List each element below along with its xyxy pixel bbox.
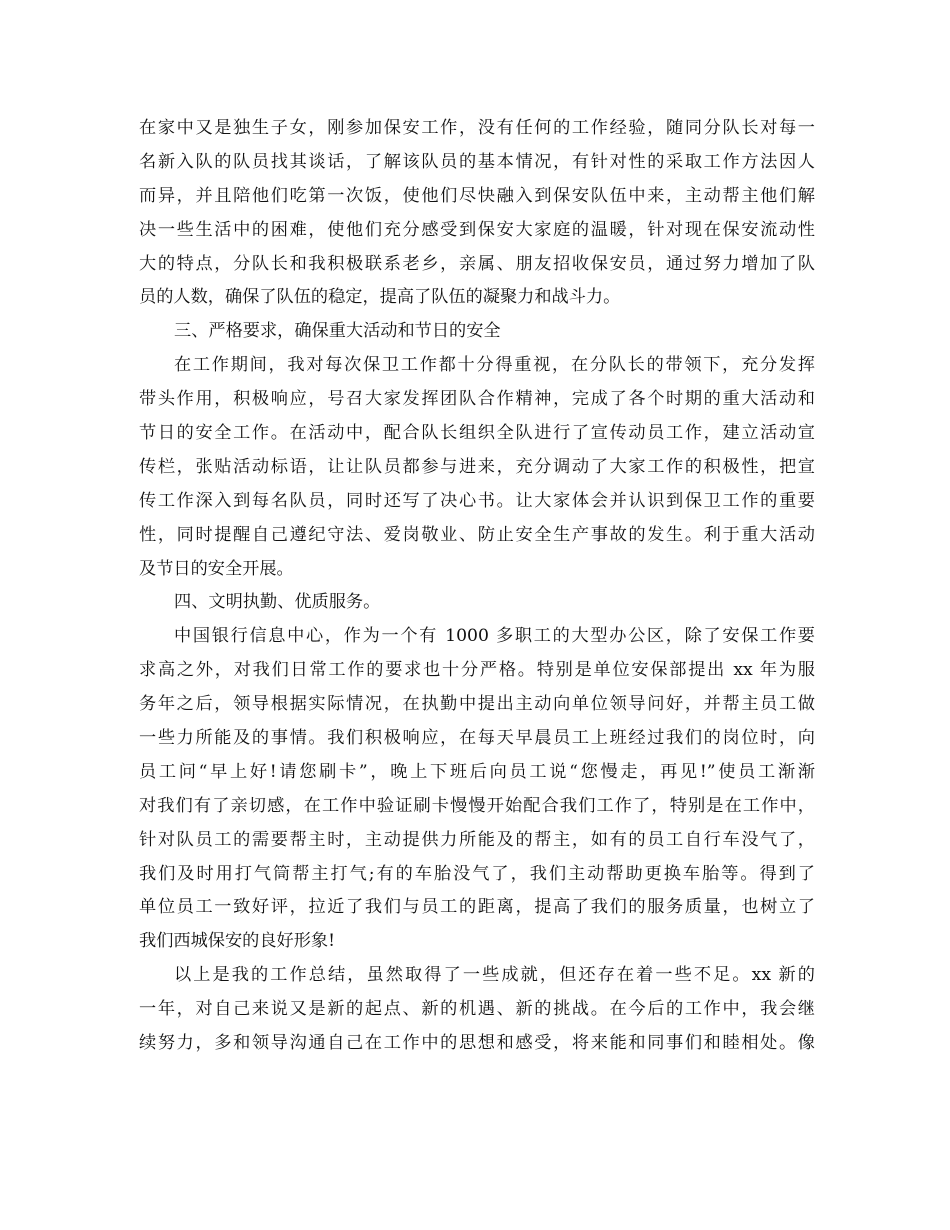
section-heading: 三、严格要求，确保重大活动和节日的安全 [174, 321, 501, 342]
text-line: 及节日的安全开展。 [139, 558, 294, 579]
text-line: 单位员工一致好评，拉近了我们与员工的距离，提高了我们的服务质量，也树立了 [139, 897, 815, 918]
text-line: 续努力，多和领导沟通自己在工作中的思想和感受，将来能和同事们和睦相处。像 [139, 1033, 815, 1054]
text-line: 在工作期间，我对每次保卫工作都十分得重视，在分队长的带领下，充分发挥 [174, 355, 815, 376]
text-line: 大的特点，分队长和我积极联系老乡，亲属、朋友招收保安员，通过努力增加了队 [139, 253, 815, 274]
text-line: 传栏，张贴活动标语，让让队员都参与进来，充分调动了大家工作的积极性，把宣 [139, 456, 815, 477]
text-line: 性，同时提醒自己遵纪守法、爱岗敬业、防止安全生产事故的发生。利于重大活动 [139, 524, 815, 545]
text-line: 我们及时用打气筒帮主打气;有的车胎没气了，我们主动帮助更换车胎等。得到了 [139, 863, 815, 884]
text-line: 节日的安全工作。在活动中，配合队长组织全队进行了宣传动员工作，建立活动宣 [139, 423, 815, 444]
text-line: 中国银行信息中心，作为一个有 1000 多职工的大型办公区，除了安保工作要 [174, 626, 815, 647]
text-line: 在家中又是独生子女，刚参加保安工作，没有任何的工作经验，随同分队长对每一 [139, 118, 815, 138]
text-line: 名新入队的队员找其谈话，了解该队员的基本情况，有针对性的采取工作方法因人 [139, 151, 815, 172]
text-line: 带头作用，积极响应，号召大家发挥团队合作精神，完成了各个时期的重大活动和 [139, 389, 815, 410]
text-line: 对我们有了亲切感，在工作中验证刷卡慢慢开始配合我们工作了，特别是在工作中， [139, 795, 815, 816]
text-line: 一年，对自己来说又是新的起点、新的机遇、新的挑战。在今后的工作中，我会继 [139, 999, 815, 1020]
text-line: 针对队员工的需要帮主时，主动提供力所能及的帮主，如有的员工自行车没气了， [139, 829, 815, 850]
section-heading: 四、文明执勤、优质服务。 [174, 592, 381, 613]
text-line: 员工问“早上好!请您刷卡”，晚上下班后向员工说“您慢走，再见!”使员工渐渐 [139, 761, 815, 782]
text-line: 员的人数，确保了队伍的稳定，提高了队伍的凝聚力和战斗力。 [139, 287, 621, 308]
text-line: 一些力所能及的事情。我们积极响应，在每天早晨员工上班经过我们的岗位时，向 [139, 728, 815, 749]
text-line: 决一些生活中的困难，使他们充分感受到保安大家庭的温暖，针对现在保安流动性 [139, 219, 815, 240]
text-line: 求高之外，对我们日常工作的要求也十分严格。特别是单位安保部提出 xx 年为服 [139, 660, 815, 681]
document-page [139, 112, 815, 1061]
text-line: 我们西城保安的良好形象! [139, 931, 335, 952]
text-line: 务年之后，领导根据实际情况，在执勤中提出主动向单位领导问好，并帮主员工做 [139, 694, 815, 715]
text-line: 而异，并且陪他们吃第一次饭，使他们尽快融入到保安队伍中来，主动帮主他们解 [139, 185, 815, 206]
text-line: 以上是我的工作总结，虽然取得了一些成就，但还存在着一些不足。xx 新的 [174, 965, 815, 986]
text-line: 传工作深入到每名队员，同时还写了决心书。让大家体会并认识到保卫工作的重要 [139, 490, 815, 511]
